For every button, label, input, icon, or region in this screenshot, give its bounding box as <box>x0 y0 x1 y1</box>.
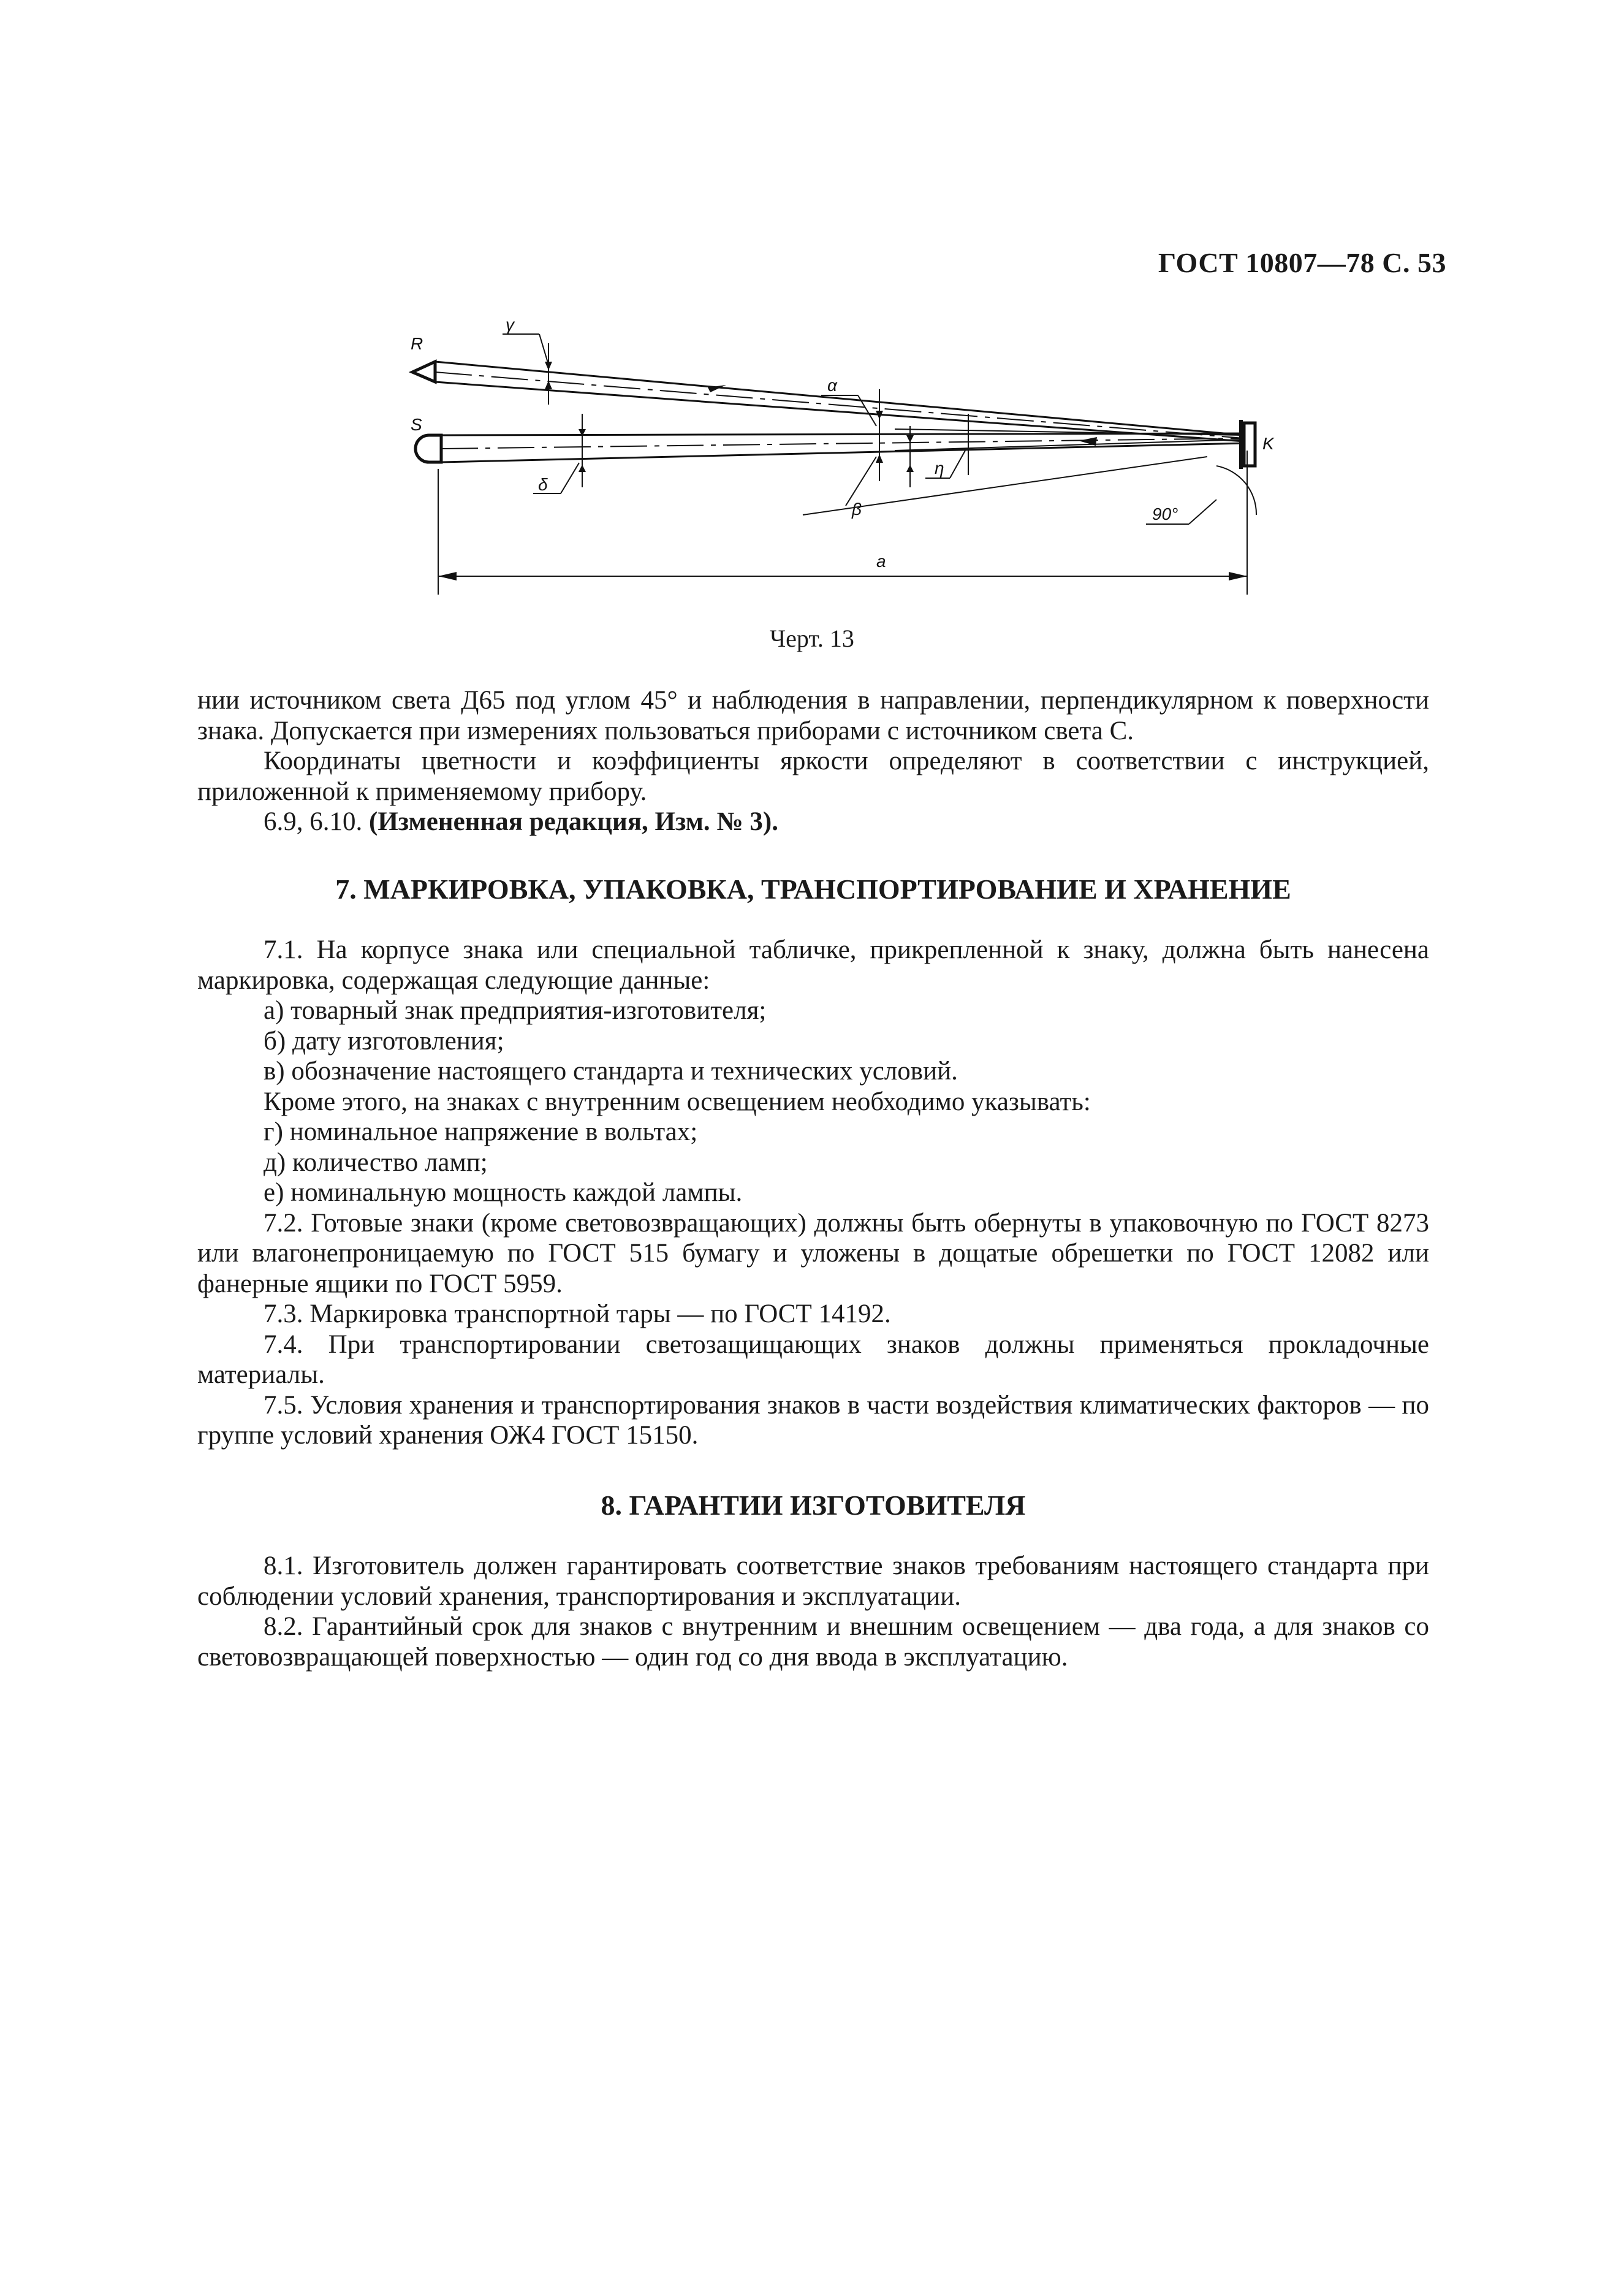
amendment-note-bold: (Измененная редакция, Изм. № 3). <box>369 807 778 836</box>
label-S: S <box>411 415 422 434</box>
label-angle-90: 90° <box>1152 504 1178 523</box>
label-delta: δ <box>538 475 548 494</box>
paragraph-8-2: 8.2. Гарантийный срок для знаков с внутренним и внешним освещением — два года, а для знаков со световозвращающей поверхностью — один год со дня ввода в эксплуатацию. <box>197 1612 1429 1672</box>
paragraph-besides: Кроме этого, на знаках с внутренним освещением необходимо указывать: <box>264 1087 1091 1116</box>
beam-lower-bottom <box>441 443 1244 462</box>
list-item: г) номинальное напряжение в вольтах; <box>264 1117 698 1146</box>
sample-plate <box>1244 423 1255 466</box>
paragraph-7-5: 7.5. Условия хранения и транспортирования знаков в части воздействия климатических факторов — по группе условий хранения ОЖ4 ГОСТ 15150. <box>197 1390 1429 1450</box>
label-beta: β <box>852 500 862 519</box>
label-distance: a <box>876 552 886 571</box>
label-alpha: α <box>827 376 837 395</box>
receiver-triangle <box>412 362 435 382</box>
paragraph-coordinates: Координаты цветности и коэффициенты яркости определяют в соответствии с инструкцией, приложенной к применяемому прибору. <box>197 747 1429 806</box>
list-item: б) дату изготовления; <box>264 1026 504 1056</box>
list-item: а) товарный знак предприятия-изготовителя; <box>264 996 767 1025</box>
amendment-note <box>197 807 1429 837</box>
source-lamp <box>415 435 441 462</box>
measurement-geometry-diagram <box>392 303 1281 610</box>
label-eta: η <box>935 459 944 478</box>
page-header: ГОСТ 10807—78 С. 53 <box>1158 247 1446 278</box>
label-K: K <box>1262 434 1274 453</box>
paragraph-7-1: 7.1. На корпусе знака или специальной табличке, прикрепленной к знаку, должна быть нанесена маркировка, содержащая следующие данные: <box>197 935 1429 995</box>
label-gamma: γ <box>506 315 514 334</box>
figure-caption: Черт. 13 <box>770 625 854 652</box>
beam-upper-bottom <box>435 382 1244 441</box>
beam-upper-top <box>435 362 1244 435</box>
label-R: R <box>411 334 423 353</box>
list-item: в) обозначение настоящего стандарта и технических условий. <box>264 1057 958 1086</box>
amendment-note-prefix: 6.9, 6.10. <box>264 807 369 836</box>
section-8-heading: 8. ГАРАНТИИ ИЗГОТОВИТЕЛЯ <box>601 1489 1026 1521</box>
paragraph-7-2: 7.2. Готовые знаки (кроме световозвращающих) должны быть обернуты в упаковочную по ГОСТ 8273 или влагонепроницаемую по ГОСТ 515 бумагу и уложены в дощатые обрешетки по ГОСТ 12082 или фанерные ящики по ГОСТ 5959. <box>197 1208 1429 1298</box>
section-7-heading: 7. МАРКИРОВКА, УПАКОВКА, ТРАНСПОРТИРОВАНИЕ И ХРАНЕНИЕ <box>335 873 1291 905</box>
paragraph-8-1: 8.1. Изготовитель должен гарантировать соответствие знаков требованиям настоящего стандарта при соблюдении условий хранения, транспортирования и эксплуатации. <box>197 1551 1429 1611</box>
list-item: е) номинальную мощность каждой лампы. <box>264 1178 743 1207</box>
paragraph-continuation: нии источником света Д65 под углом 45° и наблюдения в направлении, перпендикулярном к поверхности знака. Допускается при измерениях пользоваться приборами с источником света С. <box>197 686 1429 745</box>
paragraph-7-4: 7.4. При транспортировании светозащищающих знаков должны применяться прокладочные материалы. <box>197 1330 1429 1389</box>
figure-diagram <box>392 303 1281 610</box>
list-item: д) количество ламп; <box>264 1148 488 1177</box>
document-body <box>197 685 1429 1672</box>
paragraph-7-3: 7.3. Маркировка транспортной тары — по ГОСТ 14192. <box>264 1300 891 1328</box>
beam-upper-axis <box>435 372 1244 438</box>
